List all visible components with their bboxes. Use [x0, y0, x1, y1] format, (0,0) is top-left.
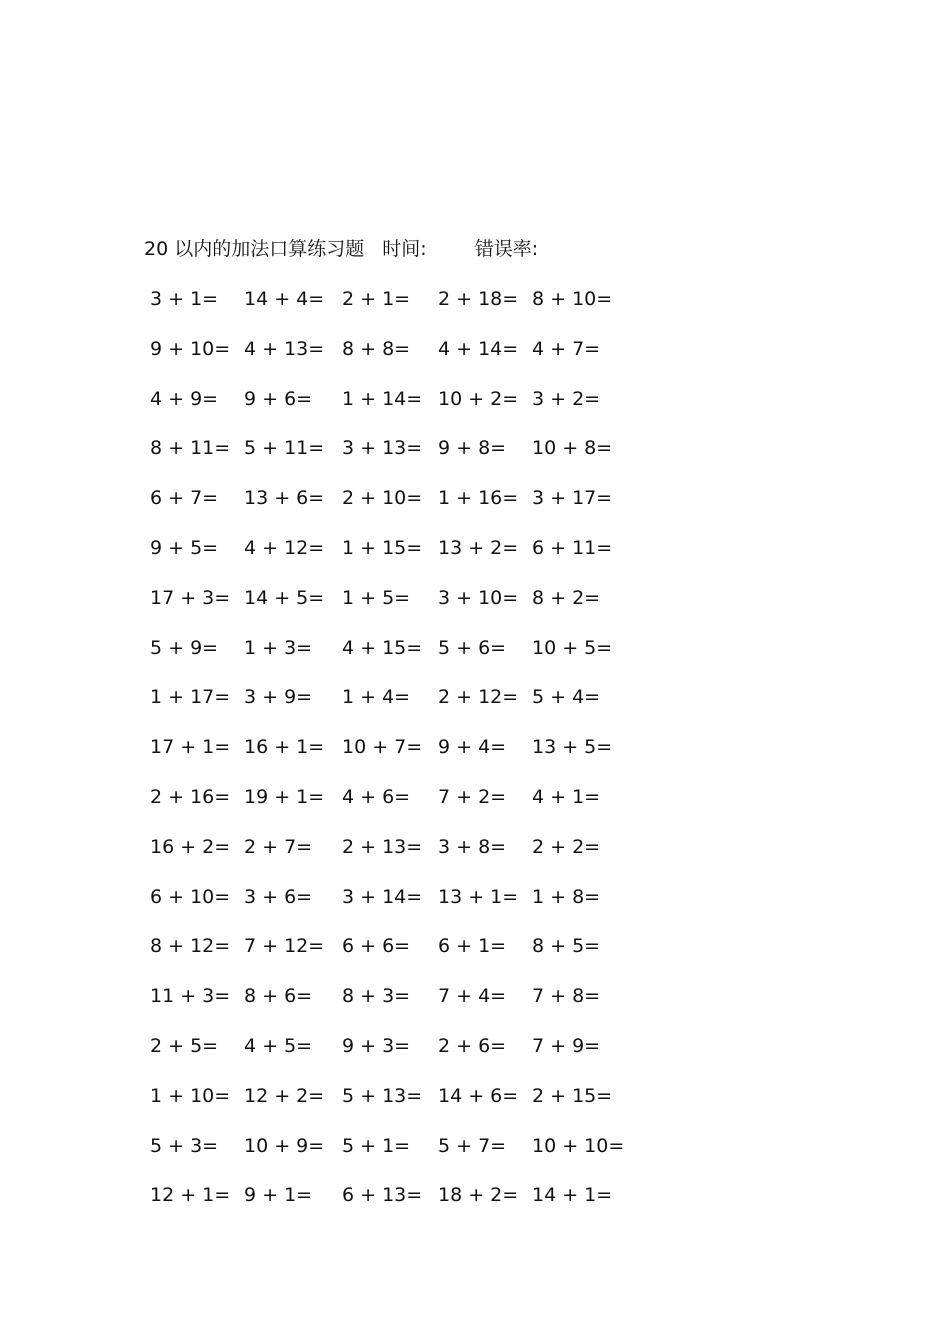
problem-row: [0, 884, 950, 934]
arithmetic-problem: 10 + 8=: [532, 437, 613, 460]
arithmetic-problem: 10 + 10=: [532, 1134, 625, 1157]
arithmetic-problem: 4 + 7=: [532, 337, 601, 360]
time-label: 时间:: [382, 238, 427, 260]
arithmetic-problem: 1 + 8=: [532, 885, 601, 908]
problem-row: [0, 485, 950, 535]
arithmetic-problem: 5 + 3=: [150, 1134, 219, 1157]
arithmetic-problem: 5 + 6=: [438, 636, 507, 659]
arithmetic-problem: 8 + 12=: [150, 935, 231, 958]
arithmetic-problem: 2 + 16=: [150, 785, 231, 808]
arithmetic-problem: 4 + 12=: [244, 536, 325, 559]
arithmetic-problem: 10 + 5=: [532, 636, 613, 659]
arithmetic-problem: 9 + 4=: [438, 736, 507, 759]
arithmetic-problem: 14 + 4=: [244, 288, 325, 310]
arithmetic-problem: 3 + 6=: [244, 885, 313, 908]
arithmetic-problem: 2 + 7=: [244, 835, 313, 858]
arithmetic-problem: 17 + 3=: [150, 586, 231, 609]
arithmetic-problem: 4 + 9=: [150, 387, 219, 410]
arithmetic-problem: 13 + 1=: [438, 885, 519, 908]
arithmetic-problem: 2 + 2=: [532, 835, 601, 858]
problem-row: [0, 1182, 950, 1232]
arithmetic-problem: 8 + 5=: [532, 935, 601, 958]
problem-grid: [0, 286, 950, 1232]
arithmetic-problem: 4 + 14=: [438, 337, 519, 360]
worksheet-header: [144, 236, 538, 262]
arithmetic-problem: 6 + 1=: [438, 935, 507, 958]
arithmetic-problem: 3 + 1=: [150, 288, 219, 310]
arithmetic-problem: 9 + 3=: [342, 1034, 411, 1057]
arithmetic-problem: 17 + 1=: [150, 736, 231, 759]
arithmetic-problem: 2 + 12=: [438, 686, 519, 709]
problem-row: [0, 1083, 950, 1133]
arithmetic-problem: 4 + 6=: [342, 785, 411, 808]
arithmetic-problem: 9 + 1=: [244, 1184, 313, 1207]
arithmetic-problem: 3 + 9=: [244, 686, 313, 709]
arithmetic-problem: 8 + 6=: [244, 985, 313, 1008]
problem-row: [0, 1133, 950, 1183]
arithmetic-problem: 14 + 5=: [244, 586, 325, 609]
arithmetic-problem: 14 + 6=: [438, 1084, 519, 1107]
problem-row: [0, 933, 950, 983]
arithmetic-problem: 8 + 11=: [150, 437, 231, 460]
arithmetic-problem: 2 + 13=: [342, 835, 423, 858]
arithmetic-problem: 9 + 10=: [150, 337, 231, 360]
problem-row: [0, 585, 950, 635]
arithmetic-problem: 3 + 8=: [438, 835, 507, 858]
arithmetic-problem: 1 + 16=: [438, 487, 519, 510]
arithmetic-problem: 8 + 2=: [532, 586, 601, 609]
arithmetic-problem: 8 + 3=: [342, 985, 411, 1008]
arithmetic-problem: 7 + 12=: [244, 935, 325, 958]
arithmetic-problem: 16 + 1=: [244, 736, 325, 759]
arithmetic-problem: 5 + 4=: [532, 686, 601, 709]
arithmetic-problem: 5 + 7=: [438, 1134, 507, 1157]
arithmetic-problem: 3 + 13=: [342, 437, 423, 460]
problem-row: [0, 435, 950, 485]
arithmetic-problem: 19 + 1=: [244, 785, 325, 808]
arithmetic-problem: 3 + 14=: [342, 885, 423, 908]
arithmetic-problem: 4 + 1=: [532, 785, 601, 808]
arithmetic-problem: 7 + 4=: [438, 985, 507, 1008]
arithmetic-problem: 3 + 10=: [438, 586, 519, 609]
arithmetic-problem: 12 + 2=: [244, 1084, 325, 1107]
arithmetic-problem: 4 + 15=: [342, 636, 423, 659]
error-rate-label: 错误率:: [474, 238, 539, 260]
problem-row: [0, 336, 950, 386]
arithmetic-problem: 10 + 2=: [438, 387, 519, 410]
arithmetic-problem: 10 + 7=: [342, 736, 423, 759]
arithmetic-problem: 6 + 7=: [150, 487, 219, 510]
arithmetic-problem: 9 + 6=: [244, 387, 313, 410]
arithmetic-problem: 8 + 8=: [342, 337, 411, 360]
arithmetic-problem: 6 + 6=: [342, 935, 411, 958]
problem-row: [0, 834, 950, 884]
arithmetic-problem: 9 + 5=: [150, 536, 219, 559]
arithmetic-problem: 2 + 15=: [532, 1084, 613, 1107]
arithmetic-problem: 14 + 1=: [532, 1184, 613, 1207]
problem-row: [0, 535, 950, 585]
problem-row: [0, 983, 950, 1033]
arithmetic-problem: 5 + 13=: [342, 1084, 423, 1107]
arithmetic-problem: 3 + 2=: [532, 387, 601, 410]
arithmetic-problem: 1 + 10=: [150, 1084, 231, 1107]
arithmetic-problem: 4 + 5=: [244, 1034, 313, 1057]
arithmetic-problem: 12 + 1=: [150, 1184, 231, 1207]
arithmetic-problem: 5 + 1=: [342, 1134, 411, 1157]
arithmetic-problem: 3 + 17=: [532, 487, 613, 510]
problem-row: [0, 1033, 950, 1083]
arithmetic-problem: 13 + 6=: [244, 487, 325, 510]
arithmetic-problem: 1 + 5=: [342, 586, 411, 609]
arithmetic-problem: 11 + 3=: [150, 985, 231, 1008]
arithmetic-problem: 1 + 17=: [150, 686, 231, 709]
problem-row: [0, 734, 950, 784]
arithmetic-problem: 1 + 4=: [342, 686, 411, 709]
arithmetic-problem: 8 + 10=: [532, 288, 613, 310]
problem-row: [0, 684, 950, 734]
arithmetic-problem: 9 + 8=: [438, 437, 507, 460]
arithmetic-problem: 5 + 9=: [150, 636, 219, 659]
problem-row: [0, 784, 950, 834]
arithmetic-problem: 7 + 9=: [532, 1034, 601, 1057]
arithmetic-problem: 13 + 2=: [438, 536, 519, 559]
arithmetic-problem: 2 + 5=: [150, 1034, 219, 1057]
arithmetic-problem: 2 + 1=: [342, 288, 411, 310]
arithmetic-problem: 1 + 14=: [342, 387, 423, 410]
problem-row: [0, 286, 950, 336]
arithmetic-problem: 7 + 8=: [532, 985, 601, 1008]
arithmetic-problem: 1 + 3=: [244, 636, 313, 659]
arithmetic-problem: 6 + 11=: [532, 536, 613, 559]
arithmetic-problem: 1 + 15=: [342, 536, 423, 559]
arithmetic-problem: 4 + 13=: [244, 337, 325, 360]
arithmetic-problem: 13 + 5=: [532, 736, 613, 759]
problem-row: [0, 635, 950, 685]
arithmetic-problem: 2 + 10=: [342, 487, 423, 510]
arithmetic-problem: 10 + 9=: [244, 1134, 325, 1157]
arithmetic-problem: 6 + 10=: [150, 885, 231, 908]
problem-row: [0, 386, 950, 436]
arithmetic-problem: 16 + 2=: [150, 835, 231, 858]
worksheet-title: 20 以内的加法口算练习题: [144, 238, 365, 260]
arithmetic-problem: 2 + 18=: [438, 288, 519, 310]
arithmetic-problem: 2 + 6=: [438, 1034, 507, 1057]
arithmetic-problem: 7 + 2=: [438, 785, 507, 808]
arithmetic-problem: 5 + 11=: [244, 437, 325, 460]
arithmetic-problem: 6 + 13=: [342, 1184, 423, 1207]
arithmetic-problem: 18 + 2=: [438, 1184, 519, 1207]
